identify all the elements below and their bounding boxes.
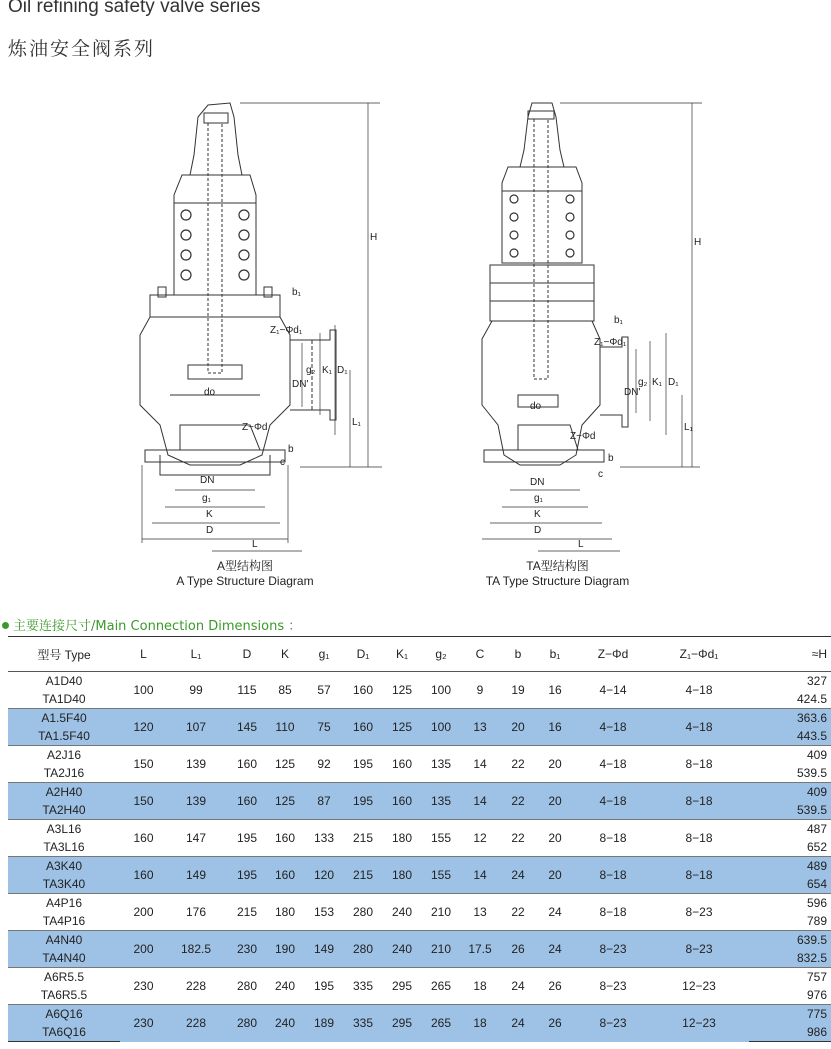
ta-label-l: L <box>578 539 584 550</box>
height-cell: 652 <box>806 840 827 854</box>
value-cell: 149 <box>167 857 225 894</box>
height-cell: 757 <box>749 968 831 987</box>
value-cell: 8−18 <box>577 894 649 931</box>
value-cell: 4−18 <box>649 709 749 746</box>
value-cell: 16 <box>533 672 577 709</box>
ta-label-l1: L₁ <box>684 422 693 433</box>
value-cell: 190 <box>269 931 301 968</box>
value-cell: 155 <box>425 820 457 857</box>
title-english: Oil refining safety valve series <box>8 0 261 17</box>
height-cell: 986 <box>749 1023 831 1042</box>
table-header-cell: b <box>503 637 533 672</box>
table-header-cell: Z₁−Φd₁ <box>649 637 749 672</box>
value-cell: 85 <box>269 672 301 709</box>
value-cell: 230 <box>120 1005 167 1042</box>
value-cell: 4−14 <box>577 672 649 709</box>
ta-label-d1: D₁ <box>668 377 679 388</box>
value-cell: 8−23 <box>649 894 749 931</box>
value-cell: 135 <box>425 746 457 783</box>
table-row <box>8 746 831 765</box>
value-cell: 149 <box>301 931 347 968</box>
ta-label-b1: b₁ <box>614 315 623 326</box>
value-cell: 189 <box>301 1005 347 1042</box>
a-label-b1: b₁ <box>292 287 301 298</box>
height-cell: 409 <box>749 746 831 765</box>
a-label-d1: D₁ <box>337 365 348 376</box>
value-cell: 13 <box>457 709 503 746</box>
table-header-cell: g₁ <box>301 637 347 672</box>
a-label-zphid1: Z₁−Φd₁ <box>270 325 303 336</box>
ta-label-h: H <box>694 237 702 248</box>
value-cell: 195 <box>301 968 347 1005</box>
value-cell: 16 <box>533 709 577 746</box>
height-cell: 639.5 <box>749 931 831 950</box>
height-cell: 443.5 <box>749 727 831 746</box>
value-cell: 215 <box>347 857 379 894</box>
value-cell: 160 <box>225 746 269 783</box>
value-cell: 139 <box>167 746 225 783</box>
type-cell: TA1.5F40 <box>8 727 120 746</box>
value-cell: 17.5 <box>457 931 503 968</box>
value-cell: 12−23 <box>649 968 749 1005</box>
height-cell: 363.6 <box>749 709 831 728</box>
value-cell: 280 <box>225 1005 269 1042</box>
caption-a-en: A Type Structure Diagram <box>176 574 314 588</box>
value-cell: 180 <box>379 857 425 894</box>
value-cell: 160 <box>269 820 301 857</box>
type-cell: A3K40 <box>8 857 120 876</box>
section-title-text: 主要连接尺寸/Main Connection Dimensions ： <box>13 619 302 634</box>
table-row <box>8 968 831 987</box>
value-cell: 125 <box>379 709 425 746</box>
value-cell: 24 <box>503 857 533 894</box>
a-label-d: D <box>206 525 214 536</box>
value-cell: 26 <box>503 931 533 968</box>
table-row <box>8 931 831 950</box>
table-header-cell: C <box>457 637 503 672</box>
height-cell: 789 <box>806 914 827 928</box>
a-label-b: b <box>288 444 294 455</box>
value-cell: 18 <box>457 1005 503 1042</box>
value-cell: 125 <box>379 672 425 709</box>
a-label-g2: g₂ <box>306 365 316 376</box>
height-cell: 424.5 <box>796 692 827 706</box>
height-cell: 539.5 <box>796 766 827 780</box>
value-cell: 20 <box>533 820 577 857</box>
value-cell: 92 <box>301 746 347 783</box>
ta-label-g1: g₁ <box>534 493 543 504</box>
value-cell: 8−23 <box>577 1005 649 1042</box>
table-header-cell: b₁ <box>533 637 577 672</box>
value-cell: 195 <box>347 783 379 820</box>
diagram-ta-type <box>470 95 710 555</box>
value-cell: 215 <box>225 894 269 931</box>
value-cell: 14 <box>457 783 503 820</box>
value-cell: 125 <box>269 746 301 783</box>
value-cell: 99 <box>167 672 225 709</box>
table-header-cell: K₁ <box>379 637 425 672</box>
ta-label-g2: g₂ <box>638 377 648 388</box>
value-cell: 240 <box>269 968 301 1005</box>
table-row <box>8 857 831 876</box>
value-cell: 4−18 <box>577 746 649 783</box>
value-cell: 4−18 <box>577 709 649 746</box>
a-label-k1: K₁ <box>322 365 333 376</box>
value-cell: 195 <box>225 820 269 857</box>
value-cell: 22 <box>503 746 533 783</box>
ta-label-zphid1: Z₁−Φd₁ <box>594 337 627 348</box>
type-cell: TA3L16 <box>43 840 85 854</box>
ta-label-dnp: DN' <box>624 387 641 398</box>
table-row <box>8 820 831 839</box>
height-cell: 409 <box>749 783 831 802</box>
bullet-icon <box>2 622 9 629</box>
value-cell: 280 <box>347 894 379 931</box>
value-cell: 8−23 <box>577 931 649 968</box>
value-cell: 160 <box>379 746 425 783</box>
value-cell: 210 <box>425 931 457 968</box>
caption-a-cn: A型结构图 <box>216 559 273 573</box>
table-header-cell: D₁ <box>347 637 379 672</box>
height-cell: 976 <box>806 988 827 1002</box>
value-cell: 295 <box>379 1005 425 1042</box>
value-cell: 160 <box>269 857 301 894</box>
value-cell: 22 <box>503 820 533 857</box>
type-cell: TA4N40 <box>8 949 120 968</box>
height-cell: 832.5 <box>749 949 831 968</box>
value-cell: 200 <box>120 894 167 931</box>
type-cell: A6R5.5 <box>8 968 120 987</box>
ta-label-b: b <box>608 453 614 464</box>
a-label-l: L <box>252 539 258 550</box>
value-cell: 24 <box>503 968 533 1005</box>
value-cell: 147 <box>167 820 225 857</box>
type-cell: TA4P16 <box>42 914 86 928</box>
value-cell: 8−18 <box>649 820 749 857</box>
type-cell: TA3K40 <box>8 875 120 894</box>
value-cell: 22 <box>503 783 533 820</box>
value-cell: 8−23 <box>649 931 749 968</box>
value-cell: 125 <box>269 783 301 820</box>
table-row <box>8 672 831 691</box>
value-cell: 26 <box>533 1005 577 1042</box>
ta-label-dn: DN <box>530 477 545 488</box>
value-cell: 160 <box>120 820 167 857</box>
value-cell: 195 <box>347 746 379 783</box>
table-body <box>8 672 831 1042</box>
value-cell: 8−18 <box>649 746 749 783</box>
a-label-do: do <box>204 387 216 398</box>
ta-label-do: do <box>530 401 542 412</box>
value-cell: 230 <box>120 968 167 1005</box>
value-cell: 8−18 <box>649 783 749 820</box>
value-cell: 135 <box>425 783 457 820</box>
a-label-g1: g₁ <box>202 493 211 504</box>
value-cell: 14 <box>457 857 503 894</box>
a-label-h: H <box>370 232 378 243</box>
dimensions-table <box>8 636 831 1042</box>
value-cell: 19 <box>503 672 533 709</box>
value-cell: 240 <box>379 894 425 931</box>
value-cell: 110 <box>269 709 301 746</box>
height-cell: 775 <box>749 1005 831 1024</box>
ta-label-k1: K₁ <box>652 377 663 388</box>
table-header-cell: L <box>120 637 167 672</box>
height-cell: 539.5 <box>749 801 831 820</box>
type-cell: TA1D40 <box>42 692 86 706</box>
value-cell: 160 <box>379 783 425 820</box>
type-cell: A1D40 <box>8 672 120 691</box>
a-label-c: c <box>280 457 285 468</box>
table-header-cell: D <box>225 637 269 672</box>
value-cell: 14 <box>457 746 503 783</box>
ta-label-zphid: Z−Φd <box>570 431 596 442</box>
table-header-row <box>8 637 831 672</box>
type-cell: A3L16 <box>8 820 120 839</box>
caption-ta-cn: TA型结构图 <box>526 559 589 573</box>
value-cell: 120 <box>301 857 347 894</box>
value-cell: 100 <box>425 672 457 709</box>
ta-label-d: D <box>534 525 542 536</box>
type-cell: TA6R5.5 <box>40 988 88 1002</box>
ta-label-k: K <box>534 509 541 520</box>
height-cell: 327 <box>749 672 831 691</box>
value-cell: 240 <box>379 931 425 968</box>
value-cell: 153 <box>301 894 347 931</box>
table-row <box>8 709 831 728</box>
value-cell: 9 <box>457 672 503 709</box>
caption-a-type <box>150 559 340 589</box>
value-cell: 150 <box>120 783 167 820</box>
value-cell: 150 <box>120 746 167 783</box>
table-row <box>8 894 831 913</box>
value-cell: 8−23 <box>577 968 649 1005</box>
value-cell: 18 <box>457 968 503 1005</box>
ta-label-c: c <box>598 469 603 480</box>
value-cell: 4−18 <box>577 783 649 820</box>
value-cell: 228 <box>167 968 225 1005</box>
a-label-dnp: DN' <box>292 379 309 390</box>
value-cell: 215 <box>347 820 379 857</box>
value-cell: 145 <box>225 709 269 746</box>
table-row <box>8 1005 831 1024</box>
value-cell: 139 <box>167 783 225 820</box>
value-cell: 180 <box>269 894 301 931</box>
value-cell: 8−18 <box>649 857 749 894</box>
type-cell: TA2J16 <box>43 766 85 780</box>
value-cell: 20 <box>533 746 577 783</box>
height-cell: 596 <box>749 894 831 913</box>
value-cell: 24 <box>533 894 577 931</box>
type-cell: A6Q16 <box>8 1005 120 1024</box>
value-cell: 200 <box>120 931 167 968</box>
value-cell: 240 <box>269 1005 301 1042</box>
value-cell: 8−18 <box>577 857 649 894</box>
value-cell: 12 <box>457 820 503 857</box>
value-cell: 265 <box>425 968 457 1005</box>
type-cell: TA6Q16 <box>8 1023 120 1042</box>
type-cell: A2J16 <box>8 746 120 765</box>
value-cell: 228 <box>167 1005 225 1042</box>
value-cell: 230 <box>225 931 269 968</box>
table-header-cell: Z−Φd <box>577 637 649 672</box>
value-cell: 115 <box>225 672 269 709</box>
table-header-cell: g₂ <box>425 637 457 672</box>
table-header-cell: ≈H <box>749 637 831 672</box>
a-label-k: K <box>206 509 213 520</box>
value-cell: 265 <box>425 1005 457 1042</box>
value-cell: 12−23 <box>649 1005 749 1042</box>
value-cell: 295 <box>379 968 425 1005</box>
value-cell: 120 <box>120 709 167 746</box>
value-cell: 182.5 <box>167 931 225 968</box>
value-cell: 155 <box>425 857 457 894</box>
value-cell: 160 <box>347 672 379 709</box>
value-cell: 22 <box>503 894 533 931</box>
value-cell: 87 <box>301 783 347 820</box>
value-cell: 24 <box>503 1005 533 1042</box>
title-chinese: 炼油安全阀系列 <box>8 38 156 60</box>
value-cell: 26 <box>533 968 577 1005</box>
value-cell: 20 <box>533 783 577 820</box>
value-cell: 20 <box>503 709 533 746</box>
table-header-cell: L₁ <box>167 637 225 672</box>
value-cell: 176 <box>167 894 225 931</box>
caption-ta-type <box>460 559 655 589</box>
table-header-cell: K <box>269 637 301 672</box>
value-cell: 160 <box>225 783 269 820</box>
section-title <box>0 615 301 634</box>
value-cell: 160 <box>347 709 379 746</box>
type-cell: A4N40 <box>8 931 120 950</box>
a-label-dn: DN <box>200 475 215 486</box>
table-header-cell: 型号 Type <box>8 637 120 672</box>
value-cell: 8−18 <box>577 820 649 857</box>
a-label-l1: L₁ <box>352 417 361 428</box>
value-cell: 20 <box>533 857 577 894</box>
height-cell: 654 <box>749 875 831 894</box>
value-cell: 280 <box>347 931 379 968</box>
value-cell: 280 <box>225 968 269 1005</box>
a-label-zphid: Z−Φd <box>242 422 268 433</box>
value-cell: 335 <box>347 968 379 1005</box>
value-cell: 4−18 <box>649 672 749 709</box>
value-cell: 24 <box>533 931 577 968</box>
value-cell: 195 <box>225 857 269 894</box>
type-cell: A2H40 <box>8 783 120 802</box>
value-cell: 335 <box>347 1005 379 1042</box>
table-row <box>8 783 831 802</box>
value-cell: 75 <box>301 709 347 746</box>
value-cell: 107 <box>167 709 225 746</box>
value-cell: 160 <box>120 857 167 894</box>
value-cell: 57 <box>301 672 347 709</box>
caption-ta-en: TA Type Structure Diagram <box>485 574 630 588</box>
type-cell: TA2H40 <box>8 801 120 820</box>
type-cell: A4P16 <box>8 894 120 913</box>
type-cell: A1.5F40 <box>8 709 120 728</box>
diagram-a-type <box>120 95 400 555</box>
value-cell: 100 <box>425 709 457 746</box>
height-cell: 487 <box>749 820 831 839</box>
value-cell: 180 <box>379 820 425 857</box>
value-cell: 13 <box>457 894 503 931</box>
height-cell: 489 <box>749 857 831 876</box>
value-cell: 100 <box>120 672 167 709</box>
value-cell: 133 <box>301 820 347 857</box>
value-cell: 210 <box>425 894 457 931</box>
